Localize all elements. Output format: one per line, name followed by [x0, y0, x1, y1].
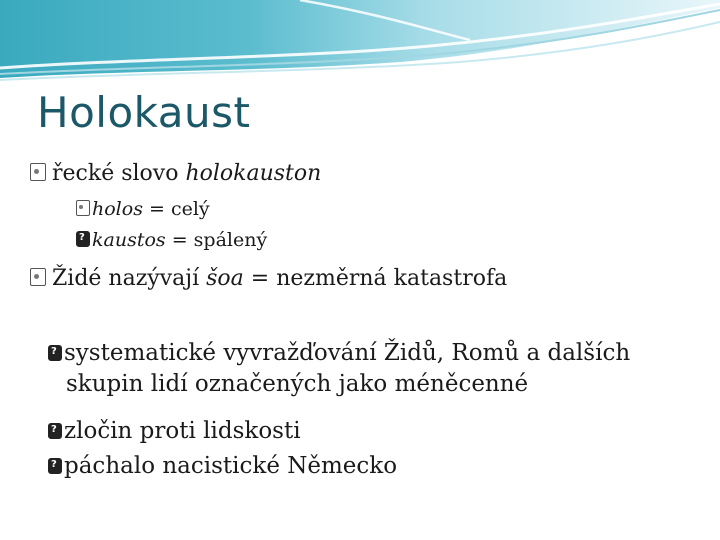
bullet-icon [48, 423, 62, 439]
bullet-icon [30, 163, 46, 181]
bullet-icon [30, 268, 46, 286]
header-wave-decoration [0, 0, 720, 90]
bullet-systematic: ?systematické vyvražďování Židů, Romů a dalších [48, 342, 630, 365]
bullet-icon [76, 231, 90, 247]
bullet-icon [48, 345, 62, 361]
bullet-systematic-cont: skupin lidí označených jako méněcenné [66, 371, 529, 397]
bullet-greek-word: řecké slovo holokauston [30, 163, 321, 185]
bullet-icon [76, 200, 90, 216]
slide-title: Holokaust [37, 88, 251, 137]
bullet-icon [48, 458, 62, 474]
sub-bullet-kaustos: ?kaustos = spálený [76, 231, 267, 250]
bullet-germany: ?páchalo nacistické Německo [48, 455, 397, 478]
bullet-shoah: Židé nazývají šoa = nezměrná katastrofa [30, 268, 507, 290]
bullet-crime: ?zločin proti lidskosti [48, 420, 301, 443]
sub-bullet-holos: holos = celý [76, 200, 210, 219]
